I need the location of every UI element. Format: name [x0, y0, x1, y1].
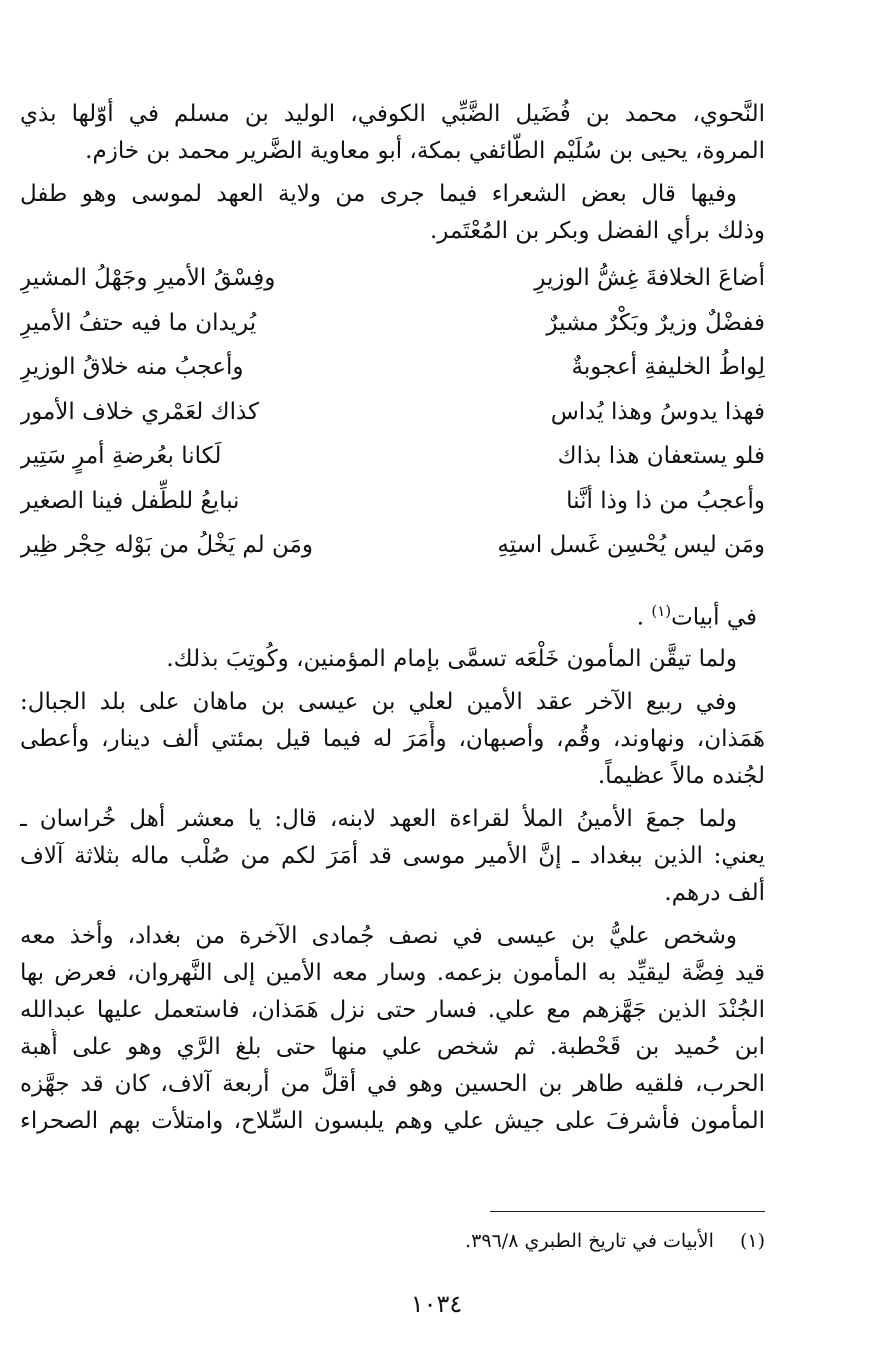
verse-second-hemistich: وفِسْقُ الأميرِ وجَهْلُ المشيرِ — [20, 265, 276, 291]
verse — [20, 479, 765, 524]
paragraph — [20, 918, 765, 1140]
paragraph — [20, 684, 765, 795]
verse-first-hemistich: وأعجبُ من ذا وذا أنَّنا — [566, 487, 765, 514]
verse-first-hemistich: فلو يستعفان هذا بذاك — [557, 443, 765, 469]
text-line: الجُنْدَ الذين جَهَّزهم مع علي. فسار حتى نزل هَمَذان، فاستعمل عليها عبدالله — [20, 997, 765, 1024]
text-line: قيد فِضَّة ليقيِّد به المأمون بزعمه. وسار معه الأمين إلى النَّهروان، فعرض بها — [20, 960, 765, 987]
text-line: لجُنده مالاً عظيماً. — [597, 763, 765, 790]
footnote-text: الأبيات في تاريخ الطبري ٣٩٦/٨. — [465, 1230, 714, 1252]
verse-first-hemistich: ففضْلٌ وزيرٌ وبَكْرٌ مشيرٌ — [546, 309, 765, 336]
after-verses-note: في أبيات$^{(١)}$ . — [636, 601, 757, 631]
text-line: المروة، يحيى بن سُلَيْم الطّائفي بمكة، أبو معاوية الضَّرير محمد بن خازم. — [85, 138, 765, 164]
text-line: ألف درهم. — [664, 880, 765, 907]
verse-first-hemistich: فهذا يدوسُ وهذا يُداس — [550, 398, 765, 425]
paragraph — [20, 641, 765, 678]
verse-second-hemistich: نبايعُ للطِّفل فينا الصغير — [20, 487, 240, 514]
verse-first-hemistich: ومَن ليس يُحْسِن غَسل استِهِ — [497, 532, 765, 558]
verse-second-hemistich: لَكانا بعُرضةِ أمرٍ سَتِير — [20, 443, 222, 469]
footnote-marker: (١) — [651, 601, 672, 620]
verse — [20, 390, 765, 435]
verse — [20, 345, 765, 390]
paragraph — [20, 176, 765, 250]
paragraph — [20, 801, 765, 912]
text-line: وفيها قال بعض الشعراء فيما جرى من ولاية العهد لموسى وهو طفل — [20, 181, 737, 207]
verse-second-hemistich: كذاك لعَمْري خلاف الأمور — [20, 398, 259, 425]
text-line: يعني: الذين ببغداد ـ إنَّ الأمير موسى قد أمَرَ لكم من صُلْب ماله بثلاثة آلاف — [20, 843, 765, 870]
footnote-number: (١) — [739, 1230, 765, 1252]
text-line: الحرب، فلقيه طاهر بن الحسين وهو في أقلَّ من أربعة آلاف، كان قد جهَّزه — [20, 1071, 765, 1098]
verse-second-hemistich: وأعجبُ منه خلاقُ الوزيرِ — [20, 354, 244, 380]
verse-first-hemistich: لِواطُ الخليفةِ أعجوبةٌ — [571, 354, 765, 380]
verse-second-hemistich: ومَن لم يَخْلُ من بَوْله حِجْر ظِير — [20, 532, 313, 558]
page-number: ١٠٣٤ — [410, 1290, 463, 1318]
text-line: ولما تيقَّن المأمون خَلْعَه تسمَّى بإمام المؤمنين، وكُوتِبَ بذلك. — [166, 646, 737, 673]
text-line: وشخص عليُّ بن عيسى في نصف جُمادى الآخرة من بغداد، وأخذ معه — [20, 923, 737, 950]
after-verses-text: في أبيات — [671, 604, 757, 631]
verse — [20, 301, 765, 346]
text-line: النَّحوي، محمد بن فُضَيل الضَّبِّي الكوفي، الوليد بن مسلم في أوّلها بذي — [20, 101, 765, 127]
text-line: ابن حُميد بن قَحْطبة. ثم شخص علي منها حتى بلغ الرَّي وهو على أُهبة — [20, 1034, 765, 1061]
verse-first-hemistich: أضاعَ الخلافةَ غِشُّ الوزيرِ — [534, 265, 765, 291]
verse — [20, 523, 765, 568]
poem — [20, 256, 765, 568]
verse-second-hemistich: يُريدان ما فيه حتفُ الأميرِ — [20, 309, 257, 336]
footnote-divider — [490, 1211, 765, 1212]
text-line: وذلك برأي الفضل وبكر بن المُعْتَمر. — [429, 218, 765, 244]
text-line: ولما جمعَ الأمينُ الملأ لقراءة العهد لابنه، قال: يا معشر أهل خُراسان ـ — [20, 806, 737, 833]
verse — [20, 256, 765, 301]
text-line: وفي ربيع الآخر عقد الأمين لعلي بن عيسى بن ماهان على بلد الجبال: — [20, 689, 737, 716]
text-line: هَمَذان، ونهاوند، وقُم، وأصبهان، وأَمَرَ له فيما قيل بمئتي ألف دينار، وأعطى — [20, 726, 765, 753]
verse — [20, 434, 765, 479]
text-line: المأمون فأشرفَ على جيش علي وهم يلبسون السِّلاح، وامتلأت بهم الصحراء — [20, 1108, 765, 1135]
footnote — [465, 1230, 765, 1252]
text-body — [20, 96, 765, 1140]
paragraph — [20, 96, 765, 170]
